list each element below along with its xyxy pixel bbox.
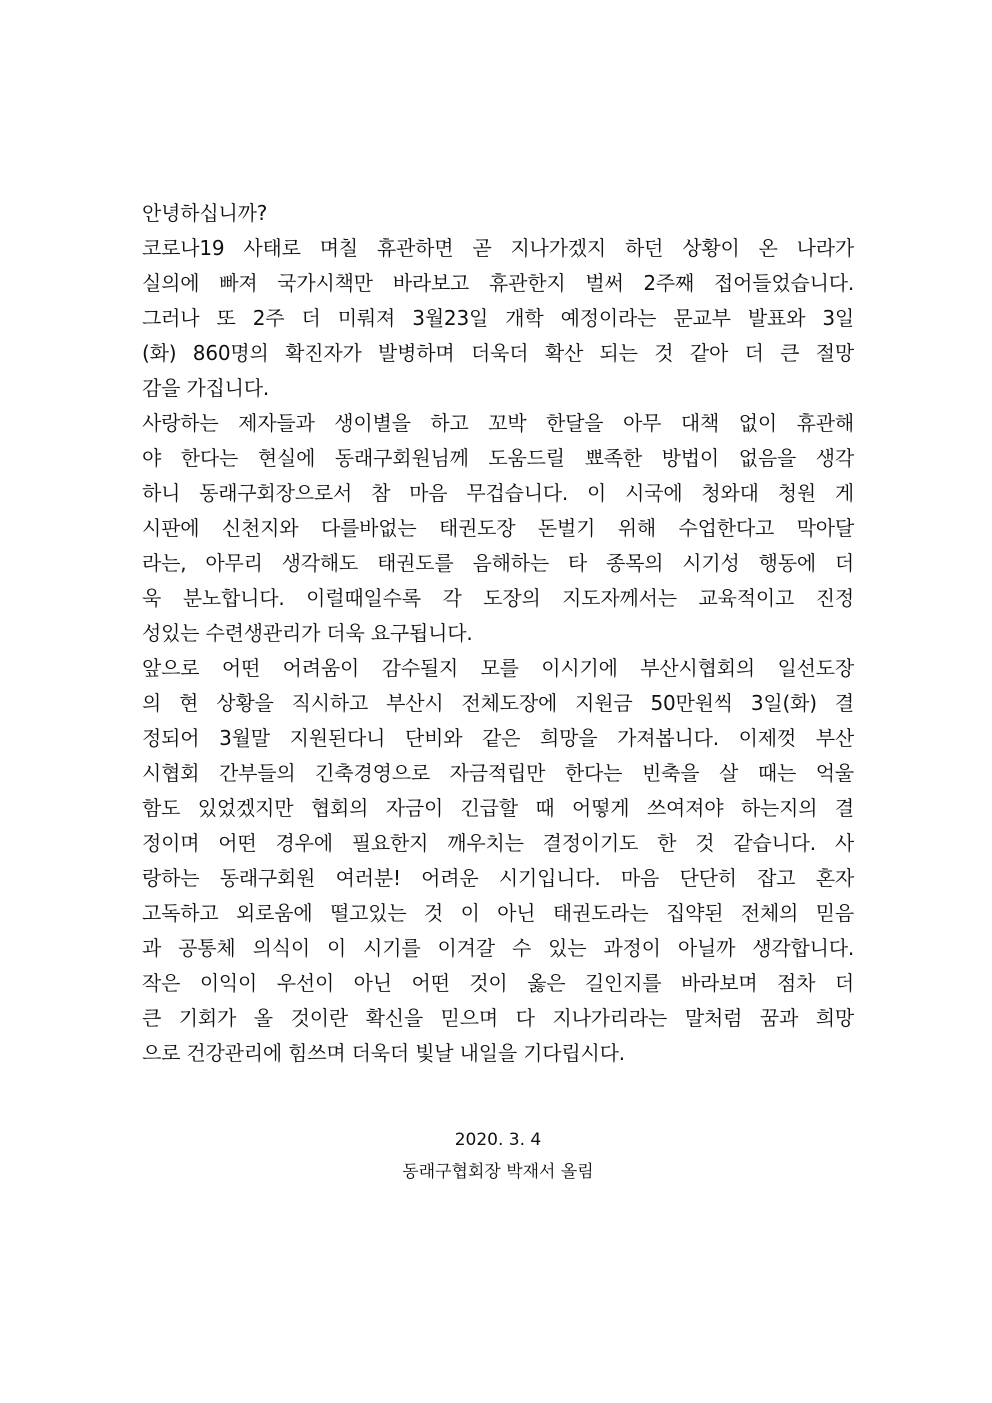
greeting-line: 안녕하십니까? bbox=[142, 201, 268, 225]
paragraph-line: 작은 이익이 우선이 아닌 어떤 것이 옳은 길인지를 바라보며 점차 더 bbox=[142, 971, 854, 995]
paragraph-line: 함도 있었겠지만 협회의 자금이 긴급할 때 어떻게 쓰여져야 하는지의 결 bbox=[142, 796, 854, 820]
paragraph-line: 욱 분노합니다. 이럴때일수록 각 도장의 지도자께서는 교육적이고 진정 bbox=[142, 586, 854, 610]
paragraph-line: 의 현 상황을 직시하고 부산시 전체도장에 지원금 50만원씩 3일(화) 결 bbox=[142, 691, 854, 715]
letter-body bbox=[142, 196, 854, 1071]
paragraph-line: 감을 가집니다. bbox=[142, 376, 270, 400]
paragraph-line: 앞으로 어떤 어려움이 감수될지 모를 이시기에 부산시협회의 일선도장 bbox=[142, 656, 854, 680]
letter-author: 동래구협회장 박재서 올림 bbox=[402, 1162, 594, 1182]
paragraph-line: 실의에 빠져 국가시책만 바라보고 휴관한지 벌써 2주째 접어들었습니다. bbox=[142, 271, 854, 295]
paragraph-line: 사랑하는 제자들과 생이별을 하고 꼬박 한달을 아무 대책 없이 휴관해 bbox=[142, 411, 854, 435]
paragraph-line: 성있는 수련생관리가 더욱 요구됩니다. bbox=[142, 621, 473, 645]
paragraph-line: 랑하는 동래구회원 여러분! 어려운 시기입니다. 마음 단단히 잡고 혼자 bbox=[142, 866, 854, 890]
letter-date: 2020. 3. 4 bbox=[454, 1130, 542, 1150]
paragraph-line: 코로나19 사태로 며칠 휴관하면 곧 지나가겠지 하던 상황이 온 나라가 bbox=[142, 236, 854, 260]
paragraph-line: 큰 기회가 올 것이란 확신을 믿으며 다 지나가리라는 말처럼 꿈과 희망 bbox=[142, 1006, 854, 1030]
paragraph-line: 정이며 어떤 경우에 필요한지 깨우치는 결정이기도 한 것 같습니다. 사 bbox=[142, 831, 854, 855]
paragraph-line: 시판에 신천지와 다를바없는 태권도장 돈벌기 위해 수업한다고 막아달 bbox=[142, 516, 854, 540]
paragraph-line: 그러나 또 2주 더 미뤄져 3월23일 개학 예정이라는 문교부 발표와 3일 bbox=[142, 306, 854, 330]
paragraph-line: 정되어 3월말 지원된다니 단비와 같은 희망을 가져봅니다. 이제껏 부산 bbox=[142, 726, 854, 750]
paragraph-line: 라는, 아무리 생각해도 태권도를 음해하는 타 종목의 시기성 행동에 더 bbox=[142, 551, 854, 575]
paragraph-line: (화) 860명의 확진자가 발병하며 더욱더 확산 되는 것 같아 더 큰 절망 bbox=[142, 341, 854, 365]
paragraph-line: 시협회 간부들의 긴축경영으로 자금적립만 한다는 빈축을 살 때는 억울 bbox=[142, 761, 854, 785]
paragraph-line: 야 한다는 현실에 동래구회원님께 도움드릴 뾰족한 방법이 없음을 생각 bbox=[142, 446, 854, 470]
paragraph-line: 과 공통체 의식이 이 시기를 이겨갈 수 있는 과정이 아닐까 생각합니다. bbox=[142, 936, 854, 960]
paragraph-line: 으로 건강관리에 힘쓰며 더욱더 빛날 내일을 기다립시다. bbox=[142, 1041, 625, 1065]
signature-block bbox=[142, 1124, 854, 1188]
paragraph-line: 고독하고 외로움에 떨고있는 것 이 아닌 태권도라는 집약된 전체의 믿음 bbox=[142, 901, 854, 925]
paragraph-line: 하니 동래구회장으로서 참 마음 무겁습니다. 이 시국에 청와대 청원 게 bbox=[142, 481, 854, 505]
